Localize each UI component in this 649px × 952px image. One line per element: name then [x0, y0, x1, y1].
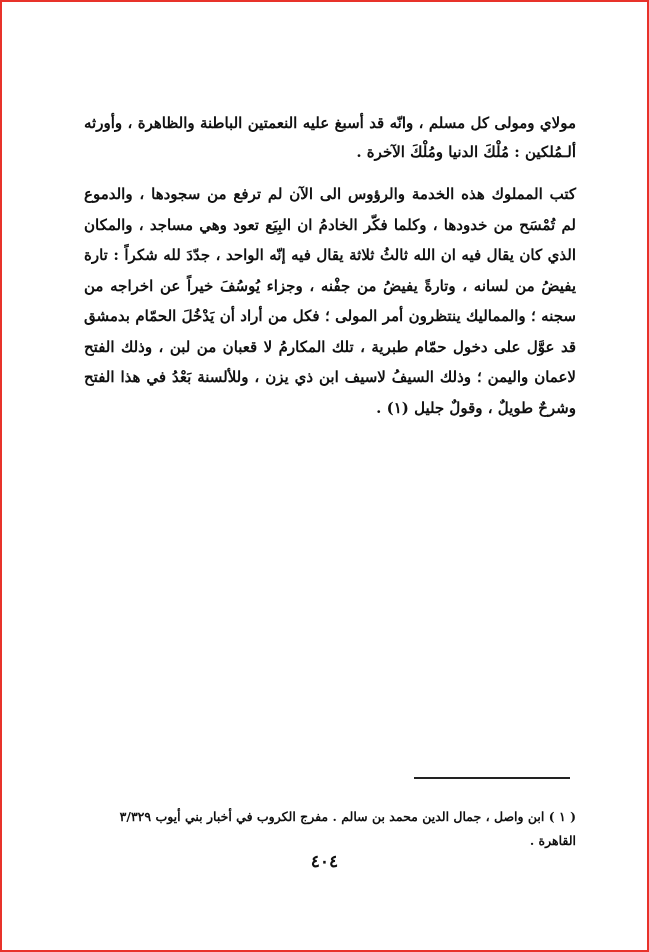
page-number: ٤٠٤	[310, 852, 339, 872]
paragraph-opening: مولاي ومولى كل مسلم ، وانّه قد أسبغ عليه النعمتين الباطنة والظاهرة ، وأورثه ألـمُلكين : مُلْكَ الدنيا ومُلْكَ الآخرة .	[84, 114, 576, 161]
paragraph-main: كتب المملوك هذه الخدمة والرؤوس الى الآن لم ترفع من سجودها ، والدموع لم تُمْسَح من خدودها ، وكلما فكّر الخادمُ ان البِيَع تعود وهي مساجد ، والمكان الذي كان يقال فيه ان الله ثالثُ ثلاثة يقال فيه إنّه الواحد ، جدّدَ لله شكراً : تارة يفيضُ من لسانه ، وتارةً يفيضُ من جفْنه ، وجزاء يُوسُفَ خيراً عن اخراجه من سجنه ؛ والمماليك ينتظرون أمر المولى ؛ فكل من أراد أن يَدْخُلَ الحمّام بدمشق قد عوَّل على دخول حمّام طبرية ، تلك المكارمُ لا قعبان من لبن ، وذلك الفتح لاعمان واليمن ؛ وذلك السيفُ لاسيف ابن ذي يزن ، وللألسنة بَعْدُ في هذا الفتح وشرحٌ طويلٌ ، وقولٌ جليل (١) .	[84, 185, 576, 417]
footnote-1: ( ١ ) ابن واصل ، جمال الدين محمد بن سالم . مفرج الكروب في أخبار بني أيوب ٣/٣٢٩ القاهرة .	[119, 808, 576, 848]
footnote-separator	[414, 777, 570, 779]
